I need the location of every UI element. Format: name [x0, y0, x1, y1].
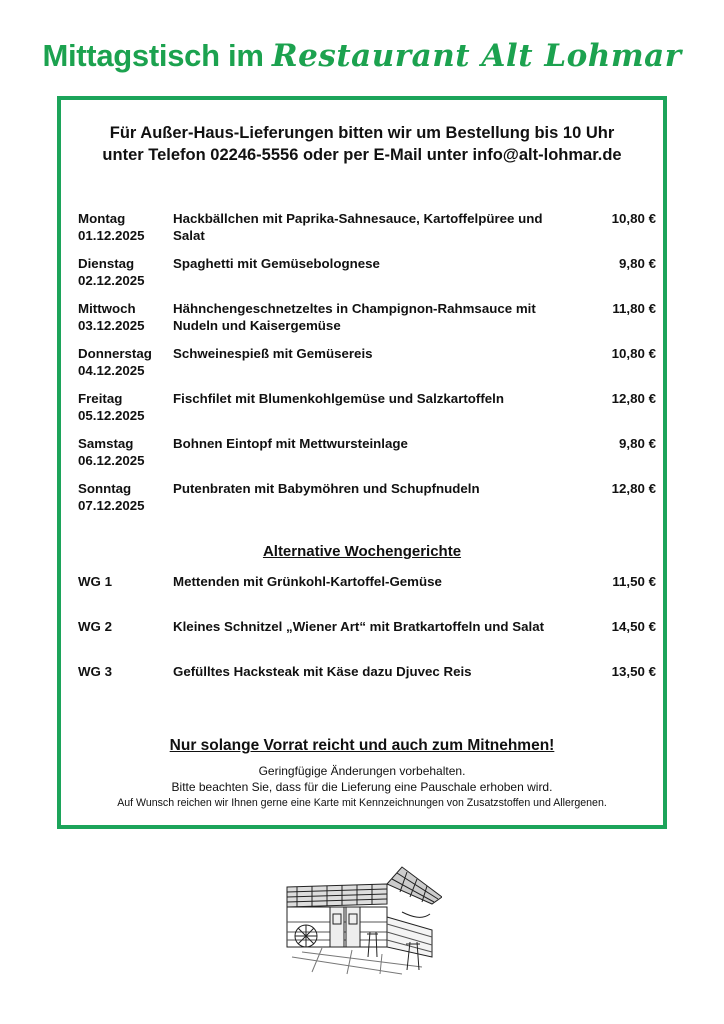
- page-title: [0, 38, 724, 74]
- day-date: 01.12.2025: [78, 228, 145, 243]
- dish-line: Spaghetti mit Gemüsebolognese: [173, 256, 380, 271]
- menu-frame: [57, 96, 667, 829]
- restaurant-name: Restaurant Alt Lohmar: [271, 38, 682, 74]
- alt-code: WG 1: [78, 574, 112, 589]
- price: 13,50 €: [611, 664, 656, 679]
- day-date: 05.12.2025: [78, 408, 145, 423]
- note-changes: Geringfügige Änderungen vorbehalten.: [258, 764, 466, 778]
- day-name: Dienstag: [78, 256, 135, 271]
- dish-line: Salat: [173, 228, 205, 243]
- delivery-info-line1: Für Außer-Haus-Lieferungen bitten wir um Bestellung bis 10 Uhr: [109, 124, 615, 142]
- alt-dish: Kleines Schnitzel „Wiener Art“ mit Bratkartoffeln und Salat: [173, 619, 545, 634]
- dish-line: Nudeln und Kaisergemüse: [173, 318, 341, 333]
- alt-dish: Mettenden mit Grünkohl-Kartoffel-Gemüse: [173, 574, 442, 589]
- price: 11,50 €: [612, 574, 656, 589]
- delivery-info: [61, 122, 663, 166]
- day-name: Sonntag: [78, 481, 132, 496]
- day-date: 02.12.2025: [78, 273, 145, 288]
- price: 9,80 €: [619, 256, 656, 271]
- price: 12,80 €: [611, 481, 656, 496]
- day-date: 07.12.2025: [78, 498, 145, 513]
- dish-line: Bohnen Eintopf mit Mettwursteinlage: [173, 436, 408, 451]
- price: 9,80 €: [619, 436, 656, 451]
- price: 14,50 €: [611, 619, 656, 634]
- day-name: Freitag: [78, 391, 123, 406]
- restaurant-sketch-illustration: [282, 862, 442, 982]
- dish-line: Putenbraten mit Babymöhren und Schupfnudeln: [173, 481, 480, 496]
- note-allergens: Auf Wunsch reichen wir Ihnen gerne eine Karte mit Kennzeichnungen von Zusatzstoffen und Allergenen.: [117, 797, 607, 809]
- day-name: Donnerstag: [78, 346, 152, 361]
- availability-heading: Nur solange Vorrat reicht und auch zum Mitnehmen!: [169, 737, 555, 754]
- price: 10,80 €: [611, 346, 656, 361]
- alt-code: WG 2: [78, 619, 112, 634]
- price: 12,80 €: [611, 391, 656, 406]
- day-date: 04.12.2025: [78, 363, 145, 378]
- dish-line: Hackbällchen mit Paprika-Sahnesauce, Kartoffelpüree und: [173, 211, 543, 226]
- day-date: 03.12.2025: [78, 318, 145, 333]
- alternative-heading: Alternative Wochengerichte: [262, 543, 462, 560]
- dish-line: Schweinespieß mit Gemüsereis: [173, 346, 373, 361]
- alt-dish: Gefülltes Hacksteak mit Käse dazu Djuvec Reis: [173, 664, 472, 679]
- day-name: Montag: [78, 211, 126, 226]
- day-name: Samstag: [78, 436, 134, 451]
- title-prefix: Mittagstisch im: [42, 38, 272, 73]
- price: 10,80 €: [611, 211, 656, 226]
- alt-code: WG 3: [78, 664, 112, 679]
- day-date: 06.12.2025: [78, 453, 145, 468]
- price: 11,80 €: [612, 301, 656, 316]
- dish-line: Hähnchengeschnetzeltes in Champignon-Rahmsauce mit: [173, 301, 536, 316]
- delivery-info-line2: unter Telefon 02246-5556 oder per E-Mail unter info@alt-lohmar.de: [102, 146, 622, 164]
- day-name: Mittwoch: [78, 301, 136, 316]
- note-delivery-fee: Bitte beachten Sie, dass für die Lieferung eine Pauschale erhoben wird.: [171, 780, 553, 794]
- dish-line: Fischfilet mit Blumenkohlgemüse und Salzkartoffeln: [173, 391, 504, 406]
